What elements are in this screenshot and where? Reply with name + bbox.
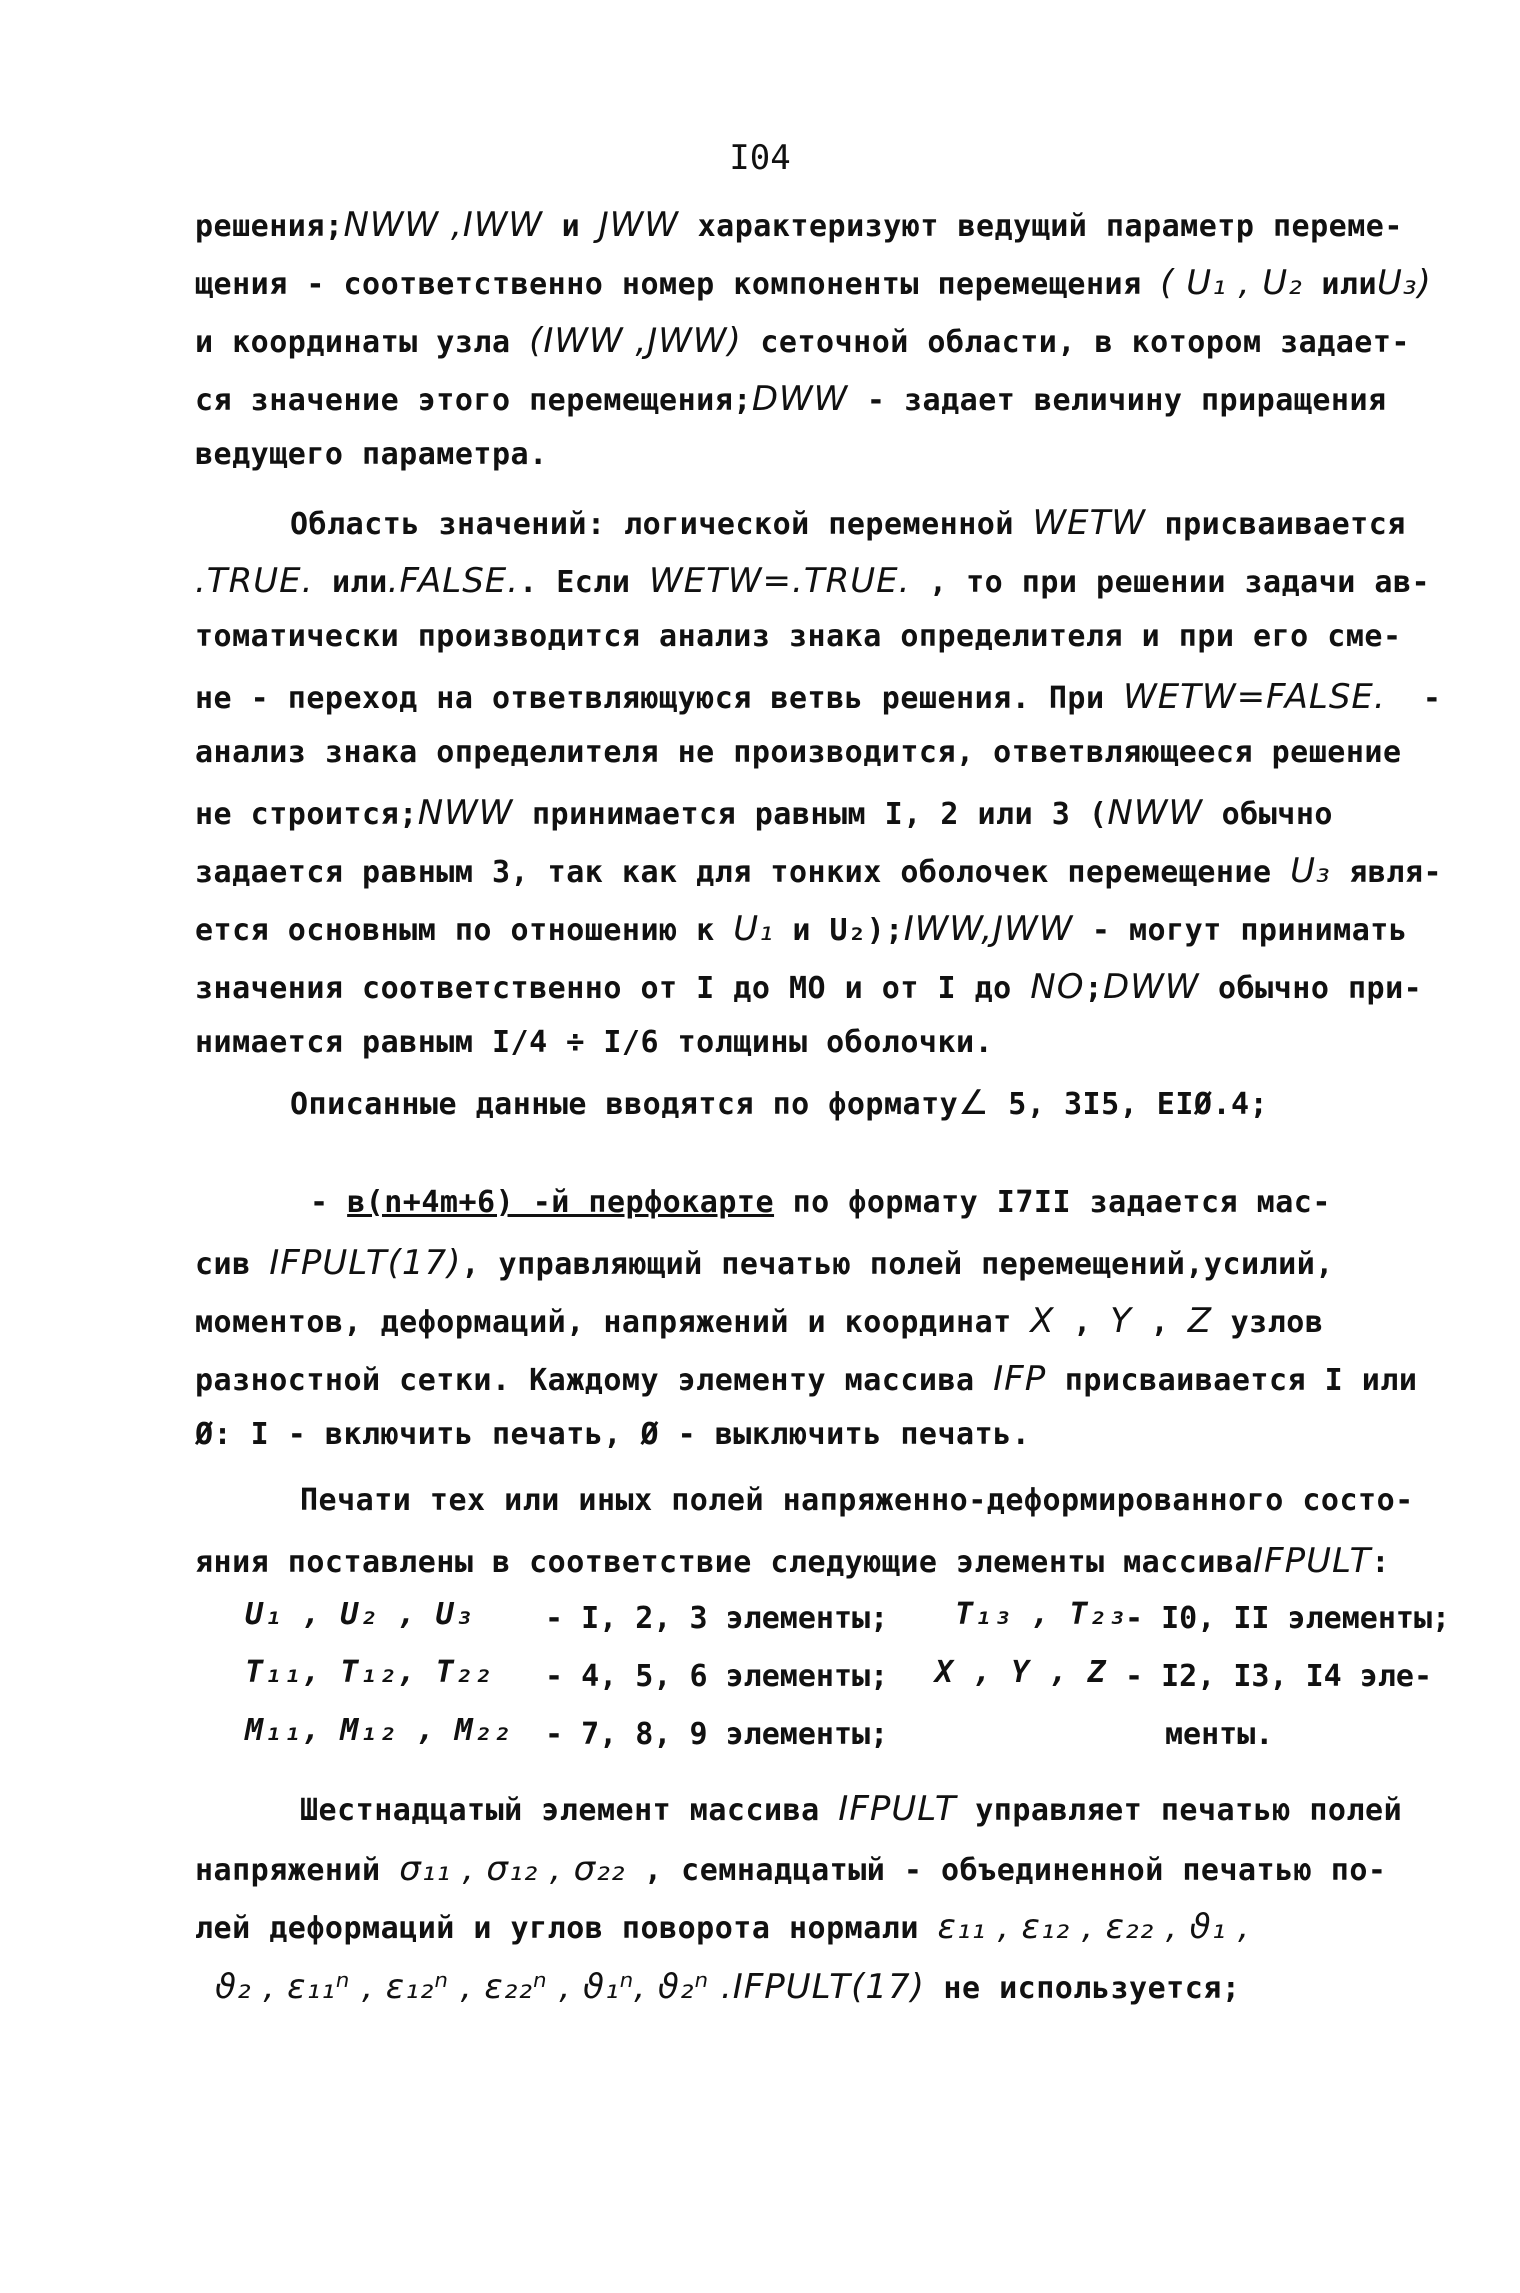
table-r3c4: менты. [1165, 1717, 1274, 1752]
text-line-3: и координаты узла (IWW ,JWW) сеточной области, в котором задает- [195, 321, 1410, 361]
table-r2c1: T₁₁, T₁₂, T₂₂ [245, 1655, 493, 1690]
text-line-25: напряжений σ₁₁ , σ₁₂ , σ₂₂ , семнадцатый - объединенной печатью по- [195, 1849, 1387, 1889]
text-line-18: сив IFPULT(17), управляющий печатью полей перемещений,усилий, [195, 1243, 1334, 1283]
table-r2c4: - I2, I3, I4 эле- [1125, 1659, 1433, 1694]
table-r1c1: U₁ , U₂ , U₃ [245, 1597, 474, 1632]
table-r1c3: T₁₃ , T₂₃ [955, 1597, 1127, 1632]
table-r2c3: X , Y , Z [935, 1655, 1107, 1690]
text-line-2: щения - соответственно номер компоненты перемещения ( U₁ , U₂ илиU₃) [195, 263, 1432, 303]
text-line-24: Шестнадцатый элемент массива IFPULT управляет печатью полей [300, 1789, 1403, 1829]
page-number: I04 [729, 138, 791, 178]
text-line-23: яния поставлены в соответствие следующие элементы массиваIFPULT: [195, 1541, 1390, 1581]
text-line-16: Описанные данные вводятся по формату∠ 5, 3I5, EIØ.4; [290, 1083, 1269, 1123]
table-r3c1: M₁₁, M₁₂ , M₂₂ [245, 1713, 512, 1748]
text-line-19: моментов, деформаций, напряжений и координат X , Y , Z узлов [195, 1301, 1324, 1341]
text-line-11: не строится;NWW принимается равным I, 2 или 3 (NWW обычно [195, 793, 1333, 833]
text-line-9: не - переход на ответвляющуюся ветвь решения. При WETW=FALSE. - [195, 677, 1442, 717]
text-line-22: Печати тех или иных полей напряженно-деформированного состо- [300, 1483, 1414, 1518]
text-line-4: ся значение этого перемещения;DWW - задает величину приращения [195, 379, 1387, 419]
table-r1c2: - I, 2, 3 элементы; [545, 1601, 889, 1636]
table-r3c2: - 7, 8, 9 элементы; [545, 1717, 889, 1752]
text-line-1: решения;NWW ,IWW и JWW характеризуют ведущий параметр переме- [195, 205, 1403, 245]
text-line-27: ϑ₂ , ε₁₁ⁿ , ε₁₂ⁿ , ε₂₂ⁿ , ϑ₁ⁿ, ϑ₂ⁿ .IFPULT(17) не используется; [215, 1967, 1241, 2007]
text-line-13: ется основным по отношению к U₁ и U₂);IWW,JWW - могут принимать [195, 909, 1408, 949]
text-line-17: - в(n+4m+6) -й перфокарте по формату I7II задается мас- [310, 1185, 1331, 1220]
text-line-14: значения соответственно от I до MO и от I до NO;DWW обычно при- [195, 967, 1423, 1007]
text-line-15: нимается равным I/4 ÷ I/6 толщины оболочки. [195, 1025, 994, 1060]
text-line-26: лей деформаций и углов поворота нормали ε₁₁ , ε₁₂ , ε₂₂ , ϑ₁ , [195, 1907, 1250, 1947]
text-line-12: задается равным 3, так как для тонких оболочек перемещение U₃ явля- [195, 851, 1443, 891]
text-line-7: .TRUE. или.FALSE.. Если WETW=.TRUE. , то при решении задачи ав- [195, 561, 1431, 601]
text-line-20: разностной сетки. Каждому элементу массива IFP присваивается I или [195, 1359, 1418, 1399]
table-r2c2: - 4, 5, 6 элементы; [545, 1659, 889, 1694]
table-r1c4: - I0, II элементы; [1125, 1601, 1451, 1636]
text-line-5: ведущего параметра. [195, 437, 548, 472]
text-line-6: Область значений: логической переменной WETW присваивается [290, 503, 1406, 543]
text-line-21: Ø: I - включить печать, Ø - выключить печать. [195, 1417, 1031, 1452]
text-line-10: анализ знака определителя не производится, ответвляющееся решение [195, 735, 1402, 770]
text-line-8: томатически производится анализ знака определителя и при его сме- [195, 619, 1402, 654]
